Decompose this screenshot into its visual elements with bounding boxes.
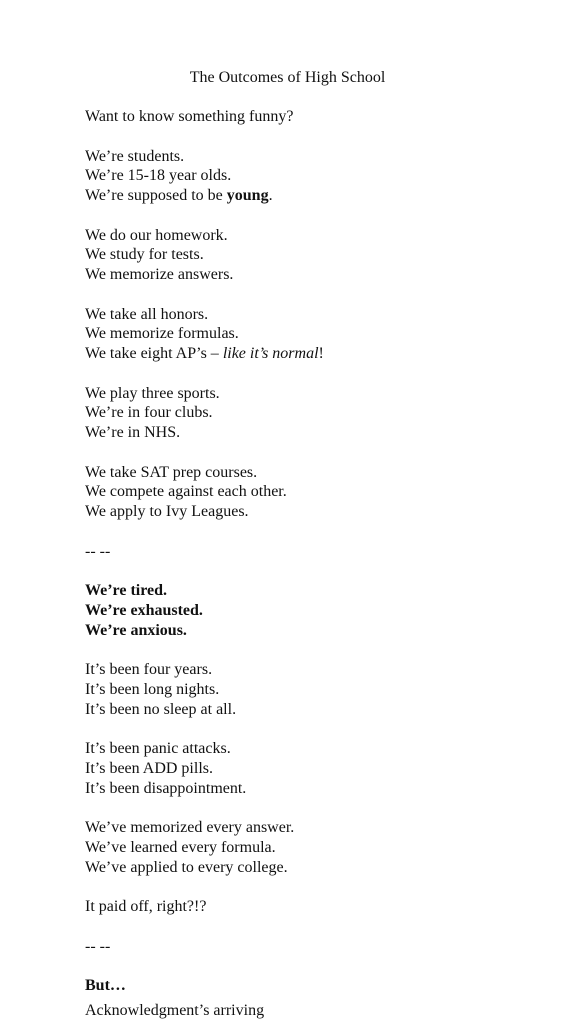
stanza2-line2: We study for tests. — [85, 246, 204, 264]
separator-1: -- -- — [85, 542, 111, 560]
stanza3-line2: We memorize formulas. — [85, 325, 239, 343]
cut-off-line: Acknowledgment’s arriving — [85, 1001, 265, 1019]
stanza7-line1: It’s been four years. — [85, 661, 213, 678]
question-line: It paid off, right?!? — [85, 898, 207, 915]
stanza3-line3-start: We take eight AP’s – — [85, 345, 223, 362]
stanza-gap — [85, 719, 555, 739]
stanza6-line3: We’re anxious. — [85, 621, 187, 639]
stanza5-line3: We apply to Ivy Leagues. — [85, 503, 249, 520]
stanza1-line1: We’re students. — [85, 147, 185, 165]
stanza2-line1: We do our homework. — [85, 226, 228, 244]
stanza6-line2: We’re exhausted. — [85, 601, 203, 619]
poem-body — [85, 107, 555, 1019]
stanza-gap — [85, 443, 555, 463]
stanza5-line1: We take SAT prep courses. — [85, 463, 258, 481]
stanza8-line2: It’s been ADD pills. — [85, 759, 213, 777]
stanza-gap — [85, 522, 555, 542]
stanza1-line3 — [85, 186, 555, 206]
intro-line: Want to know something funny? — [85, 108, 294, 125]
but-line: But… — [85, 977, 126, 994]
stanza-gap — [85, 640, 555, 660]
stanza4-line1: We play three sports. — [85, 384, 220, 402]
stanza4-line2: We’re in four clubs. — [85, 404, 213, 422]
stanza9-line3: We’ve applied to every college. — [85, 858, 288, 876]
stanza3-line3-end: ! — [318, 345, 324, 362]
stanza1-line2: We’re 15-18 year olds. — [85, 167, 232, 185]
stanza7-line2: It’s been long nights. — [85, 680, 220, 698]
stanza4-line3: We’re in NHS. — [85, 424, 181, 441]
stanza5-line2: We compete against each other. — [85, 483, 287, 501]
stanza1-line3-end: . — [268, 187, 273, 204]
stanza-gap — [85, 206, 555, 226]
stanza3-line3 — [85, 344, 555, 364]
stanza-gap — [85, 285, 555, 305]
stanza-gap — [85, 917, 555, 937]
stanza1-line3-start: We’re supposed to be — [85, 187, 227, 204]
stanza-gap — [85, 956, 555, 976]
document-title: The Outcomes of High School — [189, 69, 386, 86]
stanza9-line1: We’ve memorized every answer. — [85, 819, 295, 836]
like-its-normal-emphasis: like it’s normal — [222, 345, 319, 362]
stanza7-line3: It’s been no sleep at all. — [85, 700, 237, 718]
young-emphasis: young — [226, 187, 269, 204]
stanza2-line3: We memorize answers. — [85, 266, 234, 283]
stanza-gap — [85, 127, 555, 147]
stanza-gap — [85, 798, 555, 818]
stanza3-line1: We take all honors. — [85, 305, 209, 323]
stanza6-line1: We’re tired. — [85, 582, 168, 599]
stanza8-line1: It’s been panic attacks. — [85, 740, 231, 757]
stanza-gap — [85, 561, 555, 581]
separator-2: -- -- — [85, 937, 111, 955]
stanza9-line2: We’ve learned every formula. — [85, 838, 276, 856]
stanza-gap — [85, 877, 555, 897]
stanza-gap — [85, 364, 555, 384]
stanza8-line3: It’s been disappointment. — [85, 779, 247, 797]
